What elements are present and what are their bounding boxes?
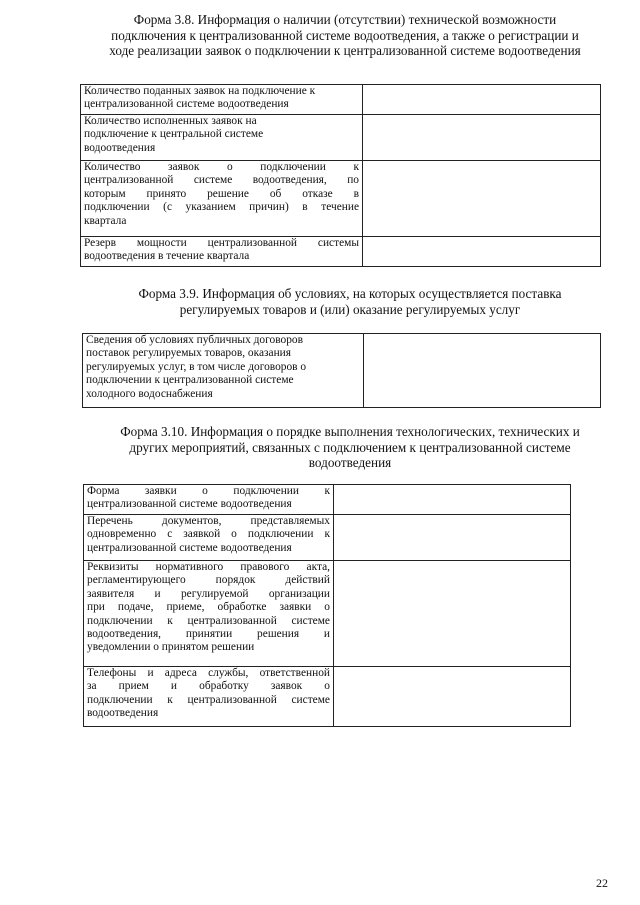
- form-3-10-table: [83, 484, 571, 727]
- label-line: при подаче, приеме, обработке заявки о: [87, 601, 330, 614]
- row-label: [81, 85, 363, 115]
- table-row: [84, 515, 571, 561]
- heading-line: ходе реализации заявок о подключении к централизованной системе водоотведения: [109, 43, 581, 58]
- label-line: централизованной системе водоотведения, по: [84, 174, 359, 187]
- form-3-8-table: [80, 84, 601, 267]
- label-line: водоотведения: [87, 707, 159, 720]
- heading-line: Форма 3.8. Информация о наличии (отсутствии) технической возможности: [133, 12, 557, 27]
- table-row: [84, 485, 571, 515]
- value-cell[interactable]: [334, 485, 571, 515]
- label-line: подключении к централизованной системе: [87, 614, 330, 627]
- form-3-8-heading: [80, 12, 610, 59]
- table-row: [83, 334, 601, 408]
- label-line: заявителя и регулируемой организации: [87, 587, 330, 600]
- value-cell[interactable]: [363, 115, 601, 161]
- label-line: централизованной системе водоотведения: [84, 98, 289, 111]
- row-label: [81, 237, 363, 267]
- label-line: подключении (с указанием причин) в течение: [84, 201, 359, 214]
- label-line: подключении к централизованной системе: [86, 374, 294, 387]
- heading-line: других мероприятий, связанных с подключением к централизованной системе: [129, 439, 571, 455]
- value-cell[interactable]: [334, 561, 571, 667]
- form-3-9-table: [82, 333, 601, 408]
- label-line: подключении к централизованной системе: [87, 693, 330, 706]
- label-line: одновременно с заявкой о подключении к: [87, 528, 330, 541]
- label-line: Количество заявок о подключении к: [84, 161, 359, 173]
- heading-line: регулируемых товаров и (или) оказание регулируемых услуг: [179, 301, 521, 317]
- table-row: [81, 237, 601, 267]
- row-label: [81, 161, 363, 237]
- label-line: поставок регулируемых товаров, оказания: [86, 347, 291, 360]
- row-label: [84, 515, 334, 561]
- row-label: [84, 561, 334, 667]
- row-label: [84, 485, 334, 515]
- table-row: [81, 85, 601, 115]
- value-cell[interactable]: [363, 237, 601, 267]
- label-line: регламентирующего порядок действий: [87, 574, 330, 587]
- heading-line: водоотведения: [308, 455, 392, 470]
- page-number: 22: [596, 876, 608, 890]
- label-line: регулируемых услуг, в том числе договоров о: [86, 360, 307, 373]
- value-cell[interactable]: [363, 85, 601, 115]
- label-line: Форма заявки о подключении к: [87, 485, 330, 497]
- label-line: Телефоны и адреса службы, ответственной: [87, 667, 330, 679]
- label-line: водоотведения в течение квартала: [84, 250, 250, 263]
- row-label: [83, 334, 364, 408]
- label-line: квартала: [84, 214, 127, 227]
- label-line: централизованной системе водоотведения: [87, 541, 292, 554]
- label-line: за прием и обработку заявок о: [87, 680, 330, 693]
- label-line: Количество поданных заявок на подключение к: [84, 85, 316, 97]
- label-line: водоотведения, принятии решения и: [87, 628, 330, 641]
- label-line: холодного водоснабжения: [86, 387, 213, 400]
- heading-line: подключения к централизованной системе водоотведения, а также о регистрации и: [111, 27, 579, 43]
- label-line: централизованной системе водоотведения: [87, 498, 292, 511]
- label-line: водоотведения: [84, 141, 156, 154]
- label-line: Реквизиты нормативного правового акта,: [87, 561, 330, 573]
- row-label: [84, 667, 334, 727]
- label-line: Перечень документов, представляемых: [87, 515, 330, 527]
- label-line: которым принято решение об отказе в: [84, 187, 359, 200]
- value-cell[interactable]: [334, 667, 571, 727]
- label-line: уведомлении о принятом решении: [87, 641, 255, 654]
- table-row: [84, 561, 571, 667]
- label-line: Резерв мощности централизованной системы: [84, 237, 359, 249]
- label-line: подключение к центральной системе: [84, 128, 264, 141]
- value-cell[interactable]: [334, 515, 571, 561]
- table-row: [84, 667, 571, 727]
- table-row: [81, 161, 601, 237]
- value-cell[interactable]: [364, 334, 601, 408]
- heading-line: Форма 3.10. Информация о порядке выполнения технологических, технических и: [120, 424, 580, 439]
- form-3-9-heading: [110, 286, 590, 317]
- value-cell[interactable]: [363, 161, 601, 237]
- heading-line: Форма 3.9. Информация об условиях, на которых осуществляется поставка: [138, 286, 562, 301]
- label-line: Количество исполненных заявок на: [84, 115, 257, 127]
- label-line: Сведения об условиях публичных договоров: [86, 334, 303, 346]
- row-label: [81, 115, 363, 161]
- table-row: [81, 115, 601, 161]
- form-3-10-heading: [88, 424, 612, 471]
